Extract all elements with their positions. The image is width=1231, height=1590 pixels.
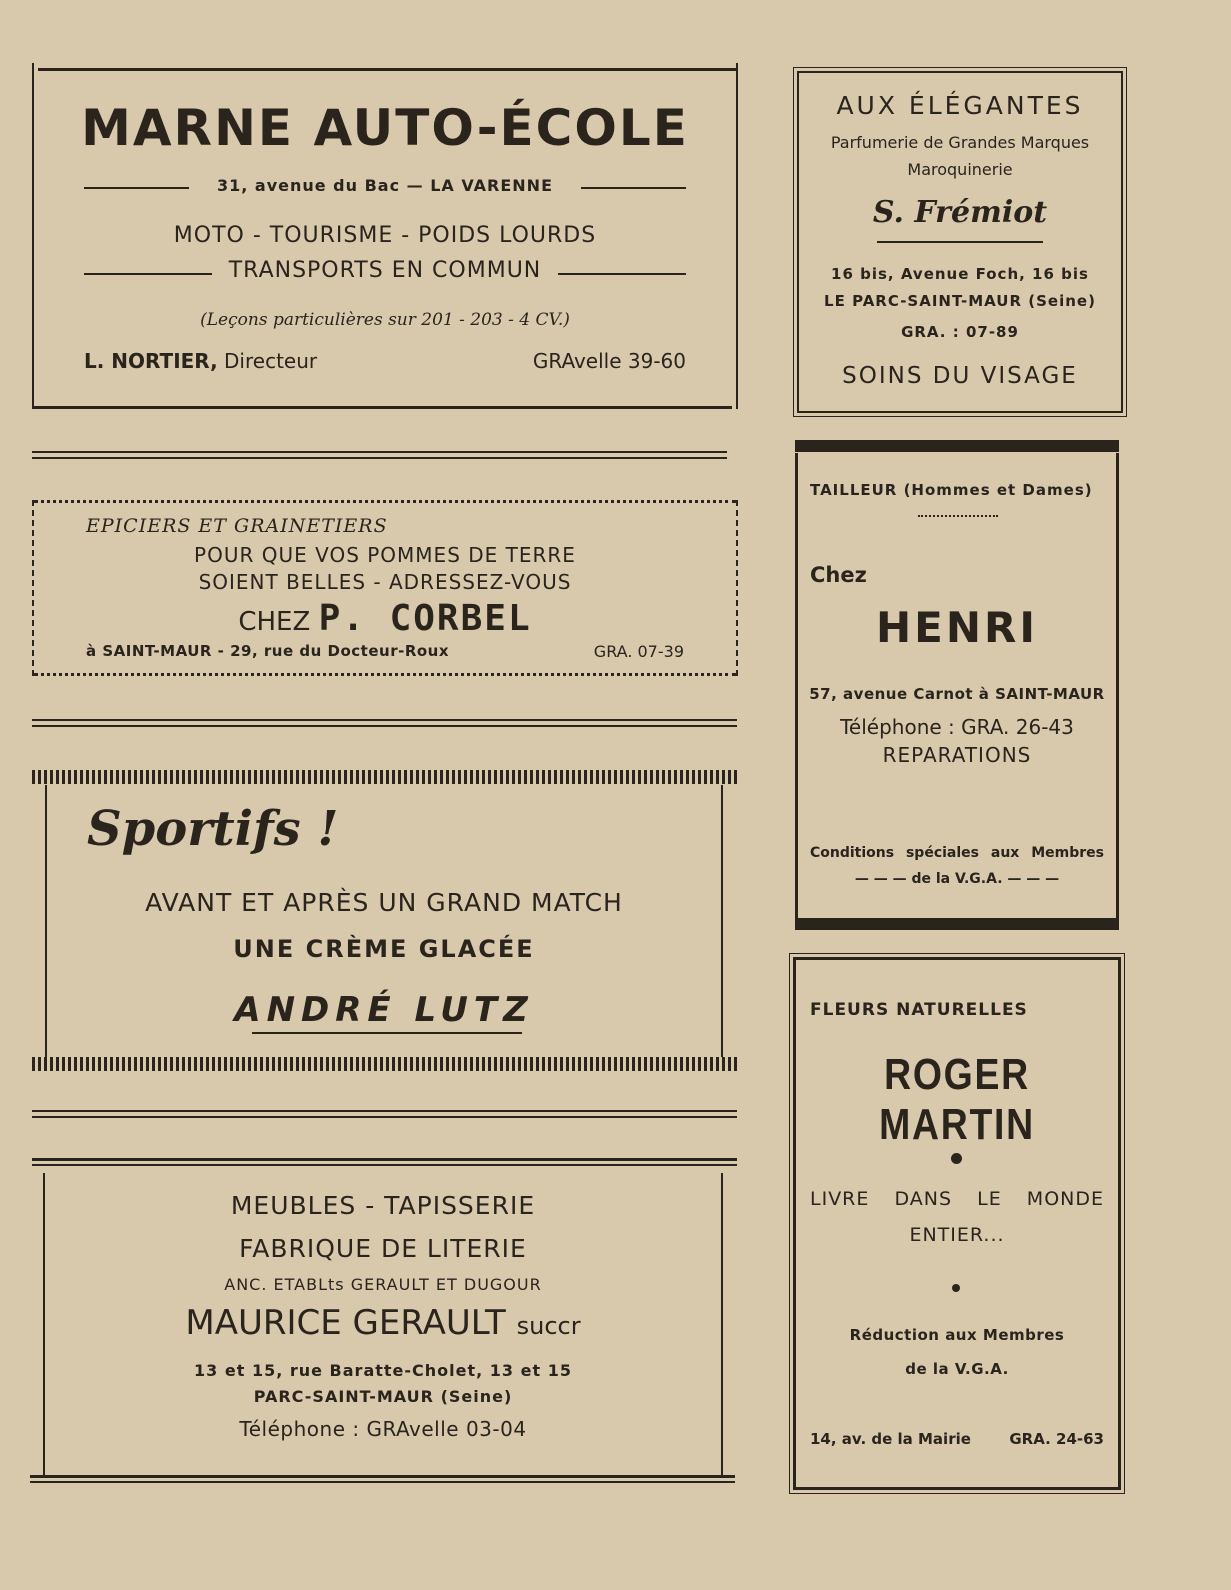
address-2: PARC-SAINT-MAUR (Seine): [253, 1387, 513, 1406]
rule: [30, 1481, 735, 1483]
phone: GRA. 07-39: [593, 642, 684, 661]
thick-border-bottom: [795, 918, 1119, 930]
merchant-name: HENRI: [876, 603, 1038, 652]
lessons-note: (Leçons particulières sur 201 - 203 - 4 CV.): [200, 310, 570, 330]
ad-heading: EPICIERS ET GRAINETIERS: [86, 515, 388, 537]
merchant-name: P. CORBEL: [318, 598, 532, 639]
underline: [252, 1032, 522, 1034]
ad-meubles: [43, 1173, 723, 1475]
successor-label: succr: [516, 1312, 581, 1340]
chez-label: Chez: [810, 563, 867, 587]
ad-footer: SOINS DU VISAGE: [842, 363, 1078, 389]
rule: [30, 1475, 735, 1478]
merchant-name: MAURICE GERAULT: [185, 1303, 506, 1343]
wavy-border-top: [34, 500, 736, 503]
address: 16 bis, Avenue Foch, 16 bis: [831, 265, 1089, 283]
conditions: Conditions spéciales aux Membres: [810, 845, 1104, 861]
rule: [32, 1158, 737, 1161]
address: 14, av. de la Mairie: [810, 1430, 971, 1448]
phone: Téléphone : GRA. 26-43: [840, 715, 1074, 739]
ad-roger-martin: [793, 957, 1121, 1490]
merchant-name: ANDRÉ LUTZ: [234, 990, 534, 1030]
product-line: Parfumerie de Grandes Marques: [830, 133, 1090, 152]
repairs: REPARATIONS: [882, 743, 1032, 767]
merchant: [45, 1303, 721, 1343]
rule: [32, 725, 737, 727]
ad-sportifs: [45, 785, 723, 1057]
slogan-line: POUR QUE VOS POMMES DE TERRE: [194, 543, 576, 567]
merchant-name: S. Frémiot: [872, 195, 1048, 230]
address: 57, avenue Carnot à SAINT-MAUR: [809, 685, 1105, 703]
address-2: LE PARC-SAINT-MAUR (Seine): [824, 292, 1096, 310]
delivery-line: LIVRE DANS LE MONDE: [810, 1188, 1104, 1210]
address: 31, avenue du Bac — LA VARENNE: [216, 176, 553, 195]
slogan-line: AVANT ET APRÈS UN GRAND MATCH: [145, 888, 623, 917]
rule: [32, 719, 737, 721]
bullet-icon: [951, 1153, 962, 1164]
ad-aux-elegantes: [797, 71, 1123, 413]
rule: [32, 1116, 737, 1118]
delivery-line-2: ENTIER...: [909, 1224, 1005, 1246]
phone: GRA. : 07-89: [901, 323, 1019, 341]
discount-line-2: de la V.G.A.: [905, 1360, 1009, 1378]
rule: [32, 451, 727, 453]
thick-border-top: [795, 440, 1119, 452]
discount-line: Réduction aux Membres: [849, 1326, 1065, 1344]
divider: [558, 273, 686, 275]
merchant: [34, 598, 736, 639]
hatched-border-bottom: [32, 1057, 737, 1071]
chez-label: CHEZ: [238, 607, 311, 637]
ad-corbel: [32, 500, 738, 676]
rule: [32, 1164, 737, 1166]
director: [84, 349, 317, 373]
phone: Téléphone : GRAvelle 03-04: [239, 1417, 527, 1441]
ad-title: AUX ÉLÉGANTES: [836, 91, 1084, 120]
director-name: L. NORTIER,: [84, 349, 218, 373]
address: à SAINT-MAUR - 29, rue du Docteur-Roux: [86, 642, 450, 660]
director-title: Directeur: [224, 349, 318, 373]
ornament: [918, 515, 998, 517]
phone: GRAvelle 39-60: [532, 349, 686, 373]
product-line: UNE CRÈME GLACÉE: [233, 935, 535, 963]
bullet-icon: [952, 1284, 960, 1292]
ad-heading: TAILLEUR (Hommes et Dames): [810, 481, 1093, 499]
divider: [581, 187, 686, 189]
merchant-name: ROGER MARTIN: [879, 1050, 1035, 1149]
ad-heading: Sportifs !: [87, 801, 339, 857]
slogan-line-2: SOIENT BELLES - ADRESSEZ-VOUS: [198, 570, 572, 594]
address: 13 et 15, rue Baratte-Cholet, 13 et 15: [194, 1361, 572, 1380]
rule: [32, 457, 727, 459]
underline: [877, 241, 1043, 243]
phone: GRA. 24-63: [1009, 1430, 1104, 1448]
ad-title: MARNE AUTO-ÉCOLE: [81, 99, 689, 157]
headline: MEUBLES - TAPISSERIE: [230, 1191, 536, 1220]
ad-heading: FLEURS NATURELLES: [810, 1000, 1028, 1020]
ad-henri: [795, 453, 1119, 918]
headline-2: FABRIQUE DE LITERIE: [239, 1234, 527, 1263]
conditions-2: — — — de la V.G.A. — — —: [854, 871, 1060, 887]
former-name: ANC. ETABLts GERAULT ET DUGOUR: [224, 1275, 542, 1294]
hatched-border-top: [32, 770, 737, 784]
wavy-border-bottom: [34, 673, 736, 676]
rule: [32, 1110, 737, 1112]
ad-marne-auto-ecole: [32, 63, 738, 409]
product-line-2: Maroquinerie: [907, 160, 1013, 179]
services-line-2: TRANSPORTS EN COMMUN: [228, 258, 542, 283]
services-line: MOTO - TOURISME - POIDS LOURDS: [173, 223, 597, 248]
